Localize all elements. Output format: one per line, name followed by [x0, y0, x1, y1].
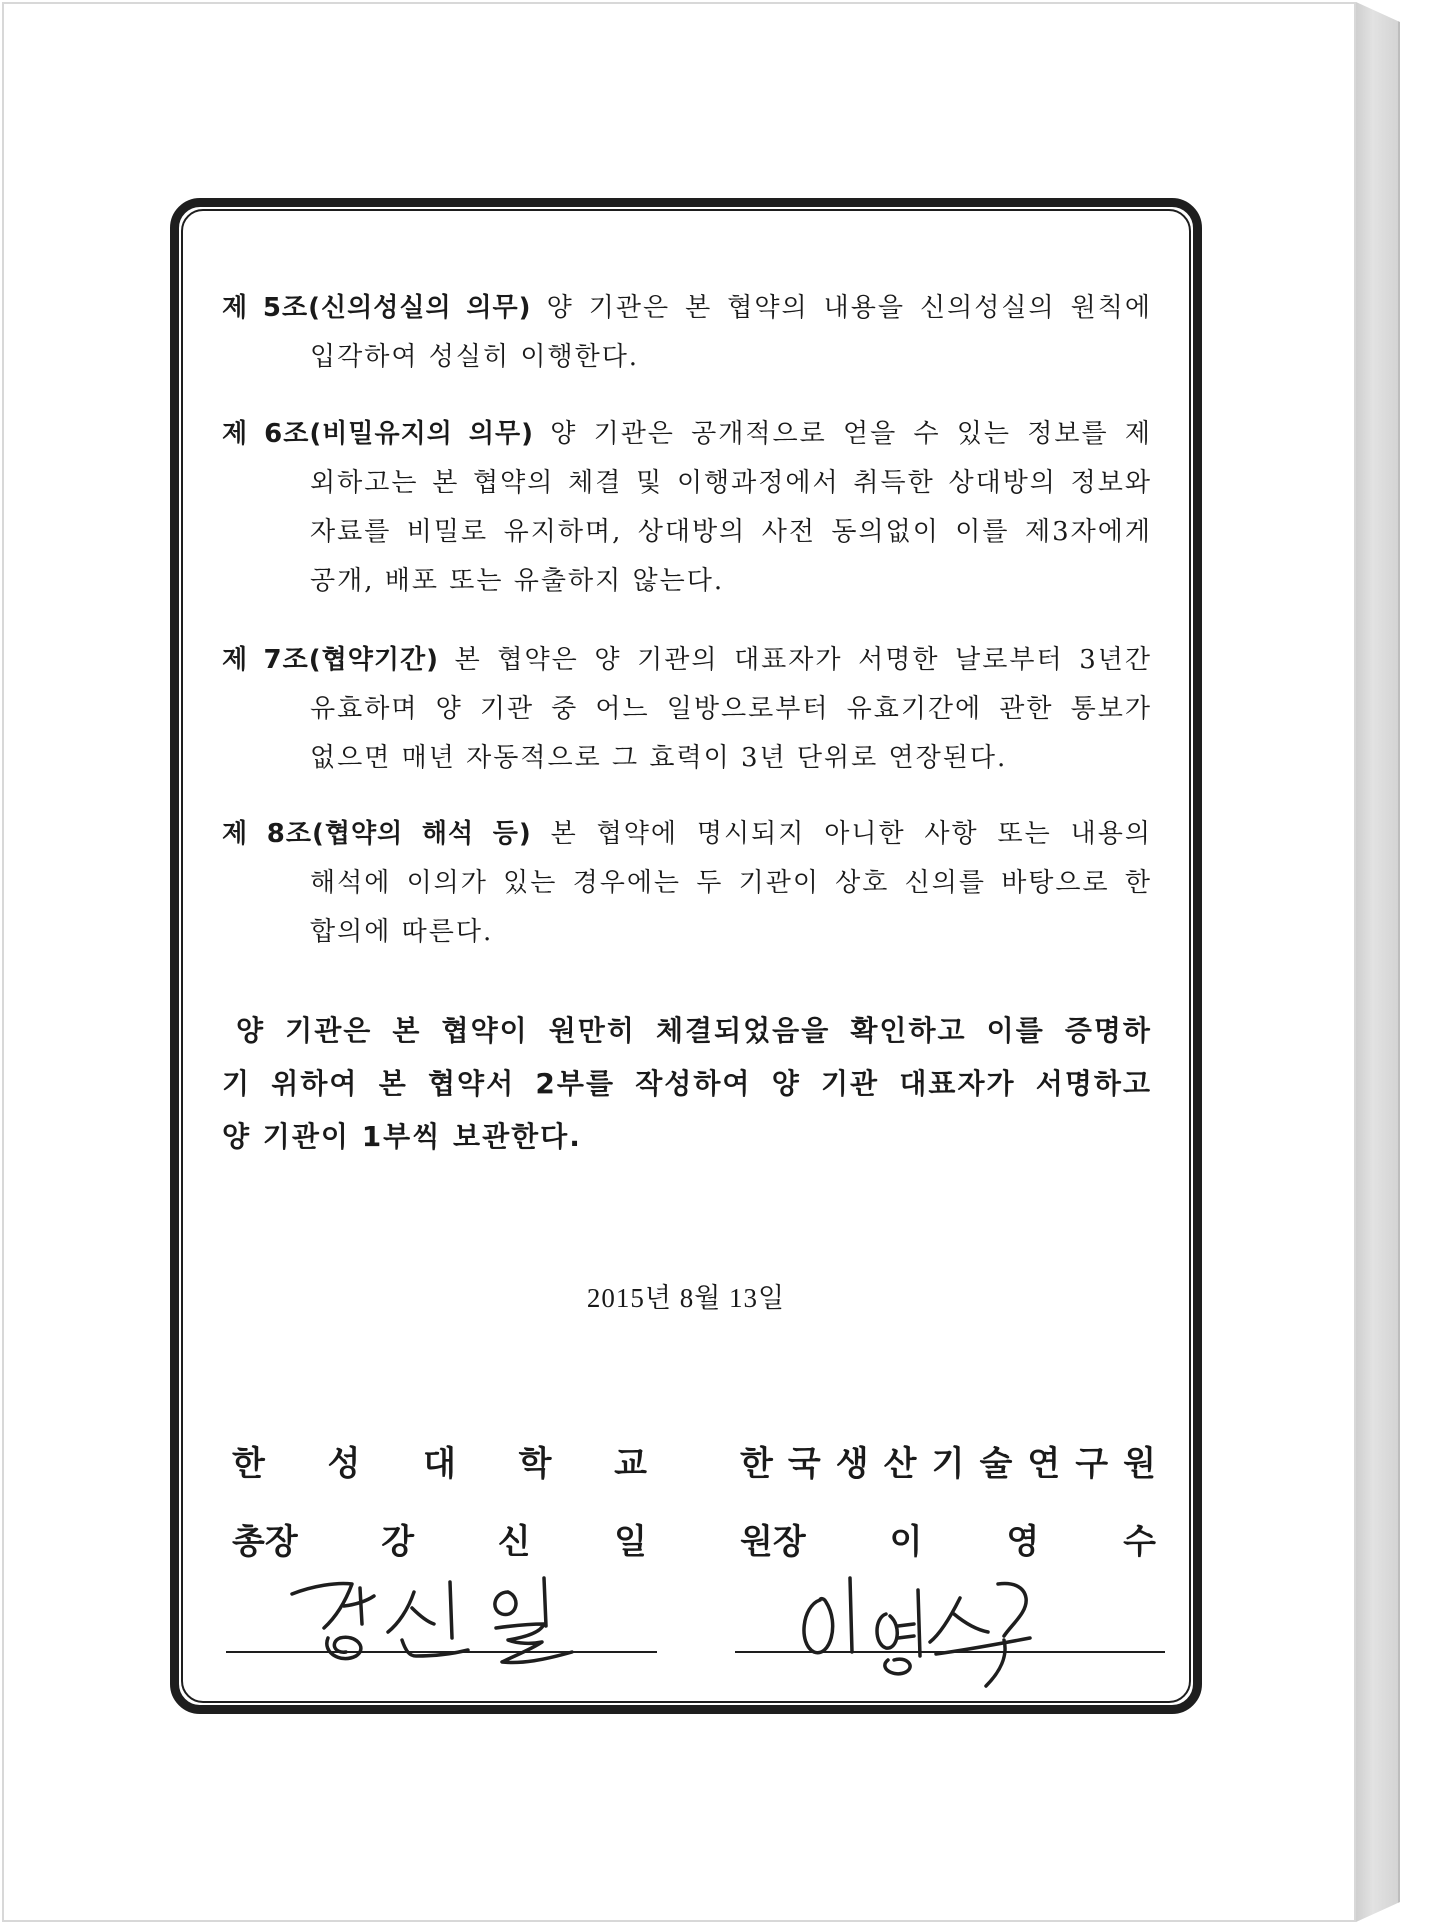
article-heading: 제 8조(협약의 해석 등): [222, 819, 532, 849]
article-text: 양 기관은 본 협약의 내용을 신의성실의 원칙에: [546, 293, 1153, 323]
article-text: 해석에 이의가 있는 경우에는 두 기관이 상호 신의를 바탕으로 한: [310, 868, 1152, 898]
closing-line: 양 기관은 본 협약이 원만히 체결되었음을 확인하고 이를 증명하: [236, 1014, 1152, 1047]
article-text: 유효하며 양 기관 중 어느 일방으로부터 유효기간에 관한 통보가: [310, 694, 1152, 724]
article-heading: 제 6조(비밀유지의 의무): [222, 419, 534, 449]
article-text: 없으면 매년 자동적으로 그 효력이 3년 단위로 연장된다.: [310, 743, 1008, 773]
right-organization-name: 한 국 생 산 기 술 연 구 원: [740, 1444, 1156, 1484]
left-signatory-name: 총장 강 신 일: [232, 1522, 647, 1562]
article-text: 입각하여 성실히 이행한다.: [310, 342, 640, 372]
article-8: [222, 810, 1152, 957]
closing-line: 양 기관이 1부씩 보관한다.: [222, 1120, 582, 1153]
article-text: 공개, 배포 또는 유출하지 않는다.: [310, 566, 725, 596]
article-text: 합의에 따른다.: [310, 917, 494, 947]
article-text: 본 협약에 명시되지 아니한 사항 또는 내용의: [550, 819, 1152, 849]
closing-paragraph: [222, 1004, 1152, 1163]
article-text: 양 기관은 공개적으로 얻을 수 있는 정보를 제: [550, 419, 1152, 449]
left-signature-line: [226, 1651, 657, 1653]
article-heading: 제 5조(신의성실의 의무): [222, 293, 532, 323]
page-stack-edge: [1356, 2, 1400, 1922]
right-signatory-name: 원장 이 영 수: [740, 1522, 1156, 1562]
right-handwritten-signature: [790, 1560, 1060, 1690]
article-6: [222, 410, 1152, 606]
agreement-date: 2015년 8월 13일: [586, 1283, 786, 1313]
right-signature-line: [735, 1651, 1165, 1653]
article-5: [222, 284, 1152, 382]
article-heading: 제 7조(협약기간): [222, 645, 439, 675]
closing-line: 기 위하여 본 협약서 2부를 작성하여 양 기관 대표자가 서명하고: [222, 1067, 1152, 1100]
article-text: 자료를 비밀로 유지하며, 상대방의 사전 동의없이 이를 제3자에게: [310, 517, 1152, 547]
article-text: 외하고는 본 협약의 체결 및 이행과정에서 취득한 상대방의 정보와: [310, 468, 1152, 498]
article-text: 본 협약은 양 기관의 대표자가 서명한 날로부터 3년간: [454, 645, 1153, 675]
article-7: [222, 636, 1152, 783]
left-organization-name: 한 성 대 학 교: [232, 1444, 647, 1484]
